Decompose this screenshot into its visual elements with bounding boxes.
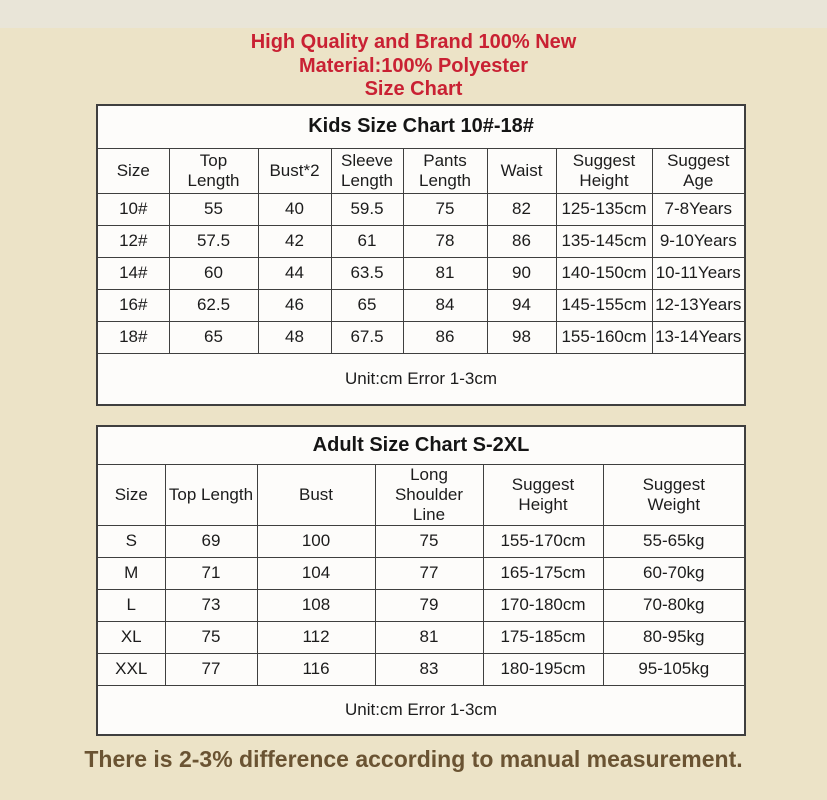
table-cell: 67.5	[331, 321, 403, 353]
kids-title-row	[97, 105, 745, 148]
table-cell: 81	[403, 257, 487, 289]
table-cell: 84	[403, 289, 487, 321]
measurement-disclaimer: There is 2-3% difference according to manual measurement.	[84, 746, 743, 772]
table-cell: 180-195cm	[483, 653, 603, 685]
table-row	[97, 289, 745, 321]
table-cell: 70-80kg	[603, 589, 745, 621]
table-cell: 77	[375, 557, 483, 589]
table-cell: 79	[375, 589, 483, 621]
table-cell: 165-175cm	[483, 557, 603, 589]
table-cell: 170-180cm	[483, 589, 603, 621]
table-row	[97, 257, 745, 289]
table-row	[97, 193, 745, 225]
adult-size-table	[96, 425, 746, 736]
kids-size-table	[96, 104, 746, 406]
kids-column-header-row	[97, 148, 745, 193]
adult-table-body	[97, 525, 745, 685]
table-cell: 83	[375, 653, 483, 685]
kids-column-header: Top Length	[169, 148, 258, 193]
table-row	[97, 653, 745, 685]
table-cell: 145-155cm	[556, 289, 652, 321]
table-cell: 78	[403, 225, 487, 257]
table-row	[97, 525, 745, 557]
table-cell: 10-11Years	[652, 257, 745, 289]
table-cell: 60	[169, 257, 258, 289]
adult-column-header: Long Shoulder Line	[375, 464, 483, 525]
table-row	[97, 321, 745, 353]
table-row	[97, 225, 745, 257]
table-cell: 125-135cm	[556, 193, 652, 225]
table-cell: 60-70kg	[603, 557, 745, 589]
adult-footer-row	[97, 685, 745, 735]
table-cell: 48	[258, 321, 331, 353]
adult-title-row	[97, 426, 745, 464]
table-cell: L	[97, 589, 165, 621]
table-cell: 104	[257, 557, 375, 589]
header-line-size-chart: Size Chart	[364, 78, 463, 100]
table-cell: 94	[487, 289, 556, 321]
adult-unit-note: Unit:cm Error 1-3cm	[97, 685, 745, 735]
kids-footer-row	[97, 353, 745, 405]
kids-table-title: Kids Size Chart 10#-18#	[97, 105, 745, 148]
table-cell: 44	[258, 257, 331, 289]
table-cell: S	[97, 525, 165, 557]
table-cell: 100	[257, 525, 375, 557]
header-text-block	[0, 31, 827, 102]
adult-column-header-row	[97, 464, 745, 525]
table-cell: 155-170cm	[483, 525, 603, 557]
top-edge-strip	[0, 0, 827, 28]
table-cell: M	[97, 557, 165, 589]
table-cell: 65	[331, 289, 403, 321]
kids-column-header: Pants Length	[403, 148, 487, 193]
table-cell: 55-65kg	[603, 525, 745, 557]
table-cell: 12-13Years	[652, 289, 745, 321]
table-cell: 77	[165, 653, 257, 685]
table-cell: 40	[258, 193, 331, 225]
table-cell: 9-10Years	[652, 225, 745, 257]
table-cell: 13-14Years	[652, 321, 745, 353]
kids-unit-note: Unit:cm Error 1-3cm	[97, 353, 745, 405]
table-cell: 135-145cm	[556, 225, 652, 257]
header-line-quality: High Quality and Brand 100% New	[250, 31, 577, 53]
adult-column-header: Top Length	[165, 464, 257, 525]
table-cell: 12#	[97, 225, 169, 257]
table-cell: 18#	[97, 321, 169, 353]
table-cell: 42	[258, 225, 331, 257]
table-cell: 98	[487, 321, 556, 353]
adult-column-header: Bust	[257, 464, 375, 525]
table-cell: 46	[258, 289, 331, 321]
table-cell: 82	[487, 193, 556, 225]
kids-column-header: Size	[97, 148, 169, 193]
kids-column-header: Bust*2	[258, 148, 331, 193]
table-cell: 75	[165, 621, 257, 653]
table-cell: 140-150cm	[556, 257, 652, 289]
kids-table-body	[97, 193, 745, 353]
table-cell: 116	[257, 653, 375, 685]
table-cell: 10#	[97, 193, 169, 225]
table-cell: 80-95kg	[603, 621, 745, 653]
kids-column-header: Suggest Height	[556, 148, 652, 193]
kids-column-header: Sleeve Length	[331, 148, 403, 193]
table-cell: 95-105kg	[603, 653, 745, 685]
table-cell: 59.5	[331, 193, 403, 225]
kids-column-header: Suggest Age	[652, 148, 745, 193]
table-cell: 61	[331, 225, 403, 257]
adult-column-header: Size	[97, 464, 165, 525]
table-cell: 55	[169, 193, 258, 225]
adult-column-header: Suggest Height	[483, 464, 603, 525]
table-cell: XL	[97, 621, 165, 653]
table-cell: 57.5	[169, 225, 258, 257]
table-cell: 86	[487, 225, 556, 257]
table-cell: 75	[403, 193, 487, 225]
table-cell: 65	[169, 321, 258, 353]
table-cell: 155-160cm	[556, 321, 652, 353]
table-cell: 175-185cm	[483, 621, 603, 653]
adult-table-title: Adult Size Chart S-2XL	[97, 426, 745, 464]
table-cell: 62.5	[169, 289, 258, 321]
table-cell: 69	[165, 525, 257, 557]
adult-column-header: Suggest Weight	[603, 464, 745, 525]
table-cell: XXL	[97, 653, 165, 685]
table-row	[97, 621, 745, 653]
table-cell: 112	[257, 621, 375, 653]
table-cell: 81	[375, 621, 483, 653]
table-row	[97, 589, 745, 621]
table-cell: 73	[165, 589, 257, 621]
table-cell: 71	[165, 557, 257, 589]
table-cell: 75	[375, 525, 483, 557]
table-cell: 63.5	[331, 257, 403, 289]
table-cell: 7-8Years	[652, 193, 745, 225]
table-cell: 14#	[97, 257, 169, 289]
header-line-material: Material:100% Polyester	[298, 54, 528, 77]
kids-column-header: Waist	[487, 148, 556, 193]
table-cell: 86	[403, 321, 487, 353]
table-row	[97, 557, 745, 589]
table-cell: 90	[487, 257, 556, 289]
table-cell: 108	[257, 589, 375, 621]
table-cell: 16#	[97, 289, 169, 321]
